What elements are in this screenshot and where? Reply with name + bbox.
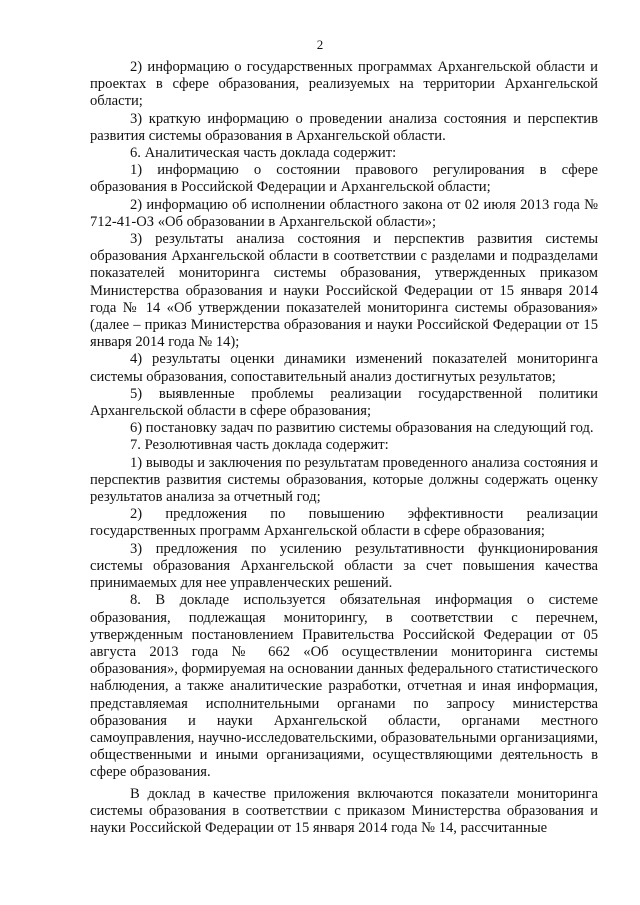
section-8-paragraph: 8. В докладе используется обязательная информация о системе образования, подлежащая мониторингу, в соответствии с перечнем, утвержденным постановлением Правительства Российской Федерации от 05 августа 2013 года № 662 «Об осуществлении мониторинга системы образования», формируемая на основании данных федерального статистического наблюдения, а также аналитические разработки, отчетная и иная информация, представляемая исполнительными органами по запросу министерства образования и науки Архангельской области, органами местного самоуправления, научно-исследовательскими, образовательными организациями, общественными и иными организациями, осуществляющими деятельность в сфере образования. [90,592,598,781]
paragraph-resolution-2: 2) предложения по повышению эффективности реализации государственных программ Архангельской области в сфере образования; [90,506,598,540]
paragraph-analytic-5: 5) выявленные проблемы реализации государственной политики Архангельской области в сфере образования; [90,385,598,420]
paragraph-resolution-1: 1) выводы и заключения по результатам проведенного анализа состояния и перспектив развития системы образования, которые должны содержать оценку результатов анализа за отчетный год; [90,454,598,506]
paragraph-analytic-6: 6) постановку задач по развитию системы образования на следующий год. [130,420,594,437]
paragraph-analytic-1: 1) информацию о состоянии правового регулирования в сфере образования в Российской Федерации и Архангельской области; [90,162,598,196]
appendix-paragraph: В доклад в качестве приложения включаются показатели мониторинга системы образования в соответствии с приказом Министерства образования и науки Российской Федерации от 15 января 2014 года № 14, рассчитанные [90,785,598,836]
document-body [90,59,598,837]
paragraph-analytic-4: 4) результаты оценки динамики изменений показателей мониторинга системы образования, сопоставительный анализ достигнутых результатов; [90,351,598,385]
paragraph-resolution-3: 3) предложения по усилению результативности функционирования системы образования Архангельской области за счет повышения качества принимаемых для нее управленческих решений. [90,540,598,592]
paragraph-item-2: 2) информацию о государственных программах Архангельской области и проектах в сфере образования, реализуемых на территории Архангельской области; [90,59,598,110]
section-6-heading: 6. Аналитическая часть доклада содержит: [130,145,397,162]
paragraph-analytic-3: 3) результаты анализа состояния и перспектив развития системы образования Архангельской области в соответствии с разделами и подразделами показателей мониторинга системы образования, утвержденных приказом Министерства образования и науки Российской Федерации от 15 января 2014 года № 14 «Об утверждении показателей мониторинга системы образования» (далее – приказ Министерства образования и науки Российской Федерации от 15 января 2014 года № 14); [90,231,598,351]
page-number: 2 [316,37,324,52]
section-7-heading: 7. Резолютивная часть доклада содержит: [130,437,389,454]
paragraph-item-3: 3) краткую информацию о проведении анализа состояния и перспектив развития системы образования в Архангельской области. [90,110,598,144]
paragraph-analytic-2: 2) информацию об исполнении областного закона от 02 июля 2013 года № 712-41-ОЗ «Об образовании в Архангельской области»; [90,196,598,230]
